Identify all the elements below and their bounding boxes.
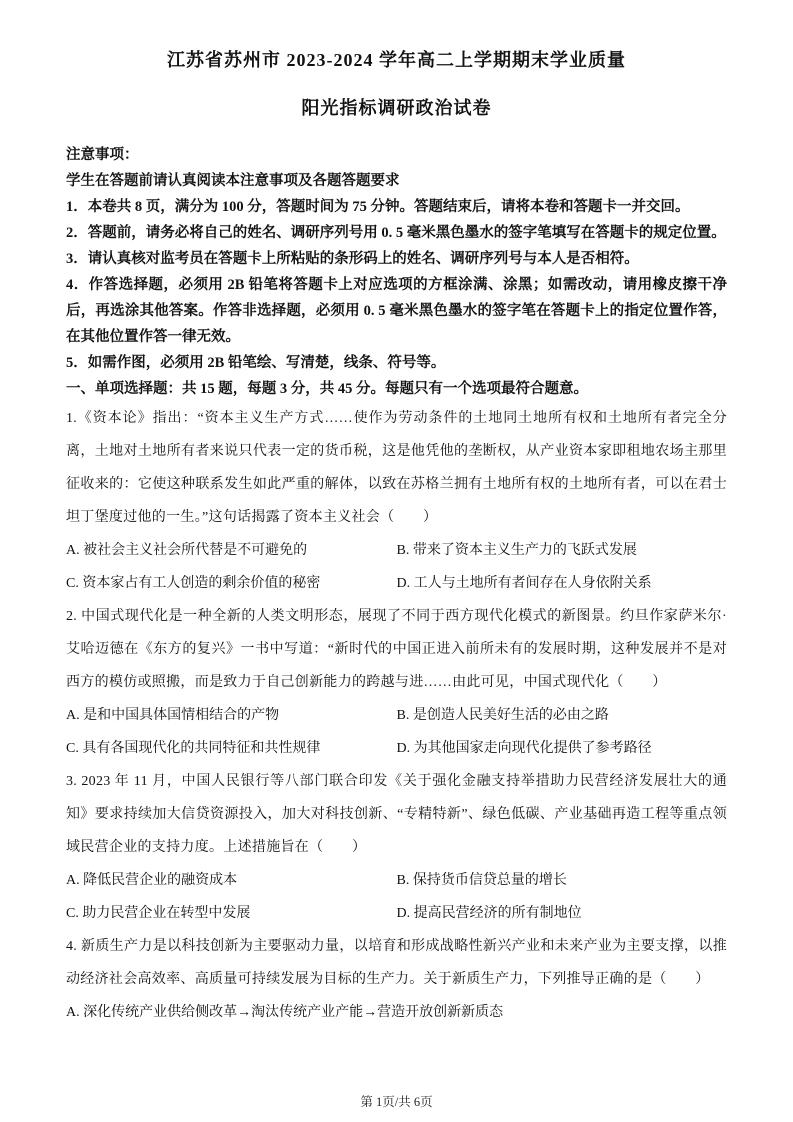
question-1-option-d: D. 工人与土地所有者间存在人身依附关系 <box>396 576 652 591</box>
question-2 <box>66 600 727 765</box>
notice-item-2: 2．答题前，请务必将自己的姓名、调研序列号用 0. 5 毫米黑色墨水的签字笔填写在答题卡的规定位置。 <box>66 225 726 241</box>
question-4 <box>66 930 727 1029</box>
notice-item-1: 1．本卷共 8 页，满分为 100 分，答题时间为 75 分钟。答题结束后，请将本卷和答题卡一并交回。 <box>66 199 690 215</box>
notice-item-4: 4．作答选择题，必须用 2B 铅笔将答题卡上对应选项的方框涂满、涂黑；如需改动，请用橡皮擦干净后，再选涂其他答案。作答非选择题，必须用 0. 5 毫米黑色墨水的签字笔在答题卡上的指定位置作答，在其他位置作答一律无效。 <box>66 277 727 345</box>
page-footer: 第 1页/共 6页 <box>360 1095 433 1109</box>
question-1-stem: 1.《资本论》指出：“资本主义生产方式……使作为劳动条件的土地同土地所有权和土地所有者完全分离，土地对土地所有者来说只代表一定的货币税，这是他凭他的垄断权，从产业资本家即租地农场主那里征收来的：它使这种联系发生如此严重的解体，以致在苏格兰拥有土地所有权的土地所有者，可以在君士坦丁堡度过他的一生。”这句话揭露了资本主义社会（ ） <box>66 411 727 525</box>
notice-heading: 注意事项： <box>66 147 139 163</box>
question-2-option-a: A. 是和中国具体国情相结合的产物 <box>66 708 280 723</box>
questions-section <box>66 402 727 1029</box>
notice-item-5: 5．如需作图，必须用 2B 铅笔绘、写清楚，线条、符号等。 <box>66 355 446 371</box>
question-3-options <box>66 864 727 930</box>
question-3-option-a: A. 降低民营企业的融资成本 <box>66 873 238 888</box>
question-2-option-d: D. 为其他国家走向现代化提供了参考路径 <box>396 741 652 756</box>
notice-subheading: 学生在答题前请认真阅读本注意事项及各题答题要求 <box>66 173 400 189</box>
question-3-option-b: B. 保持货币信贷总量的增长 <box>396 873 567 888</box>
question-4-option-a: A. 深化传统产业供给侧改革→淘汰传统产业产能→营造开放创新新质态 <box>66 1005 504 1020</box>
question-4-stem: 4. 新质生产力是以科技创新为主要驱动力量，以培育和形成战略性新兴产业和未来产业为主要支撑，以推动经济社会高效率、高质量可持续发展为目标的生产力。关于新质生产力，下列推导正确的是（ ） <box>66 939 727 987</box>
section-heading: 一、单项选择题：共 15 题，每题 3 分，共 45 分。每题只有一个选项最符合题意。 <box>66 381 588 397</box>
question-2-options <box>66 699 727 765</box>
question-2-option-c: C. 具有各国现代化的共同特征和共性规律 <box>66 741 321 756</box>
question-1 <box>66 402 727 600</box>
page-title-line2: 阳光指标调研政治试卷 <box>301 98 492 118</box>
question-1-option-b: B. 带来了资本主义生产力的飞跃式发展 <box>396 543 637 558</box>
question-3-stem: 3. 2023 年 11 月，中国人民银行等八部门联合印发《关于强化金融支持举措助力民营经济发展壮大的通知》要求持续加大信贷资源投入，加大对科技创新、“专精特新”、绿色低碳、产业基础再造工程等重点领域民营企业的支持力度。上述措施旨在（ ） <box>66 774 727 855</box>
question-3 <box>66 765 727 930</box>
question-1-option-c: C. 资本家占有工人创造的剩余价值的秘密 <box>66 576 321 591</box>
question-3-option-c: C. 助力民营企业在转型中发展 <box>66 906 251 921</box>
question-1-options <box>66 534 727 600</box>
question-4-options <box>66 996 727 1029</box>
question-1-option-a: A. 被社会主义社会所代替是不可避免的 <box>66 543 308 558</box>
question-2-stem: 2. 中国式现代化是一种全新的人类文明形态，展现了不同于西方现代化模式的新图景。约旦作家萨米尔·艾哈迈德在《东方的复兴》一书中写道：“新时代的中国正进入前所未有的发展时期，这种发展并不是对西方的模仿或照搬，而是致力于自己创新能力的跨越与进……由此可见，中国式现代化（ ） <box>66 609 727 690</box>
question-2-option-b: B. 是创造人民美好生活的必由之路 <box>396 708 609 723</box>
page-title-line1: 江苏省苏州市 2023-2024 学年高二上学期期末学业质量 <box>167 50 626 70</box>
notice-section <box>66 142 727 402</box>
notice-item-3: 3．请认真核对监考员在答题卡上所粘贴的条形码上的姓名、调研序列号与本人是否相符。 <box>66 251 639 267</box>
question-3-option-d: D. 提高民营经济的所有制地位 <box>396 906 582 921</box>
